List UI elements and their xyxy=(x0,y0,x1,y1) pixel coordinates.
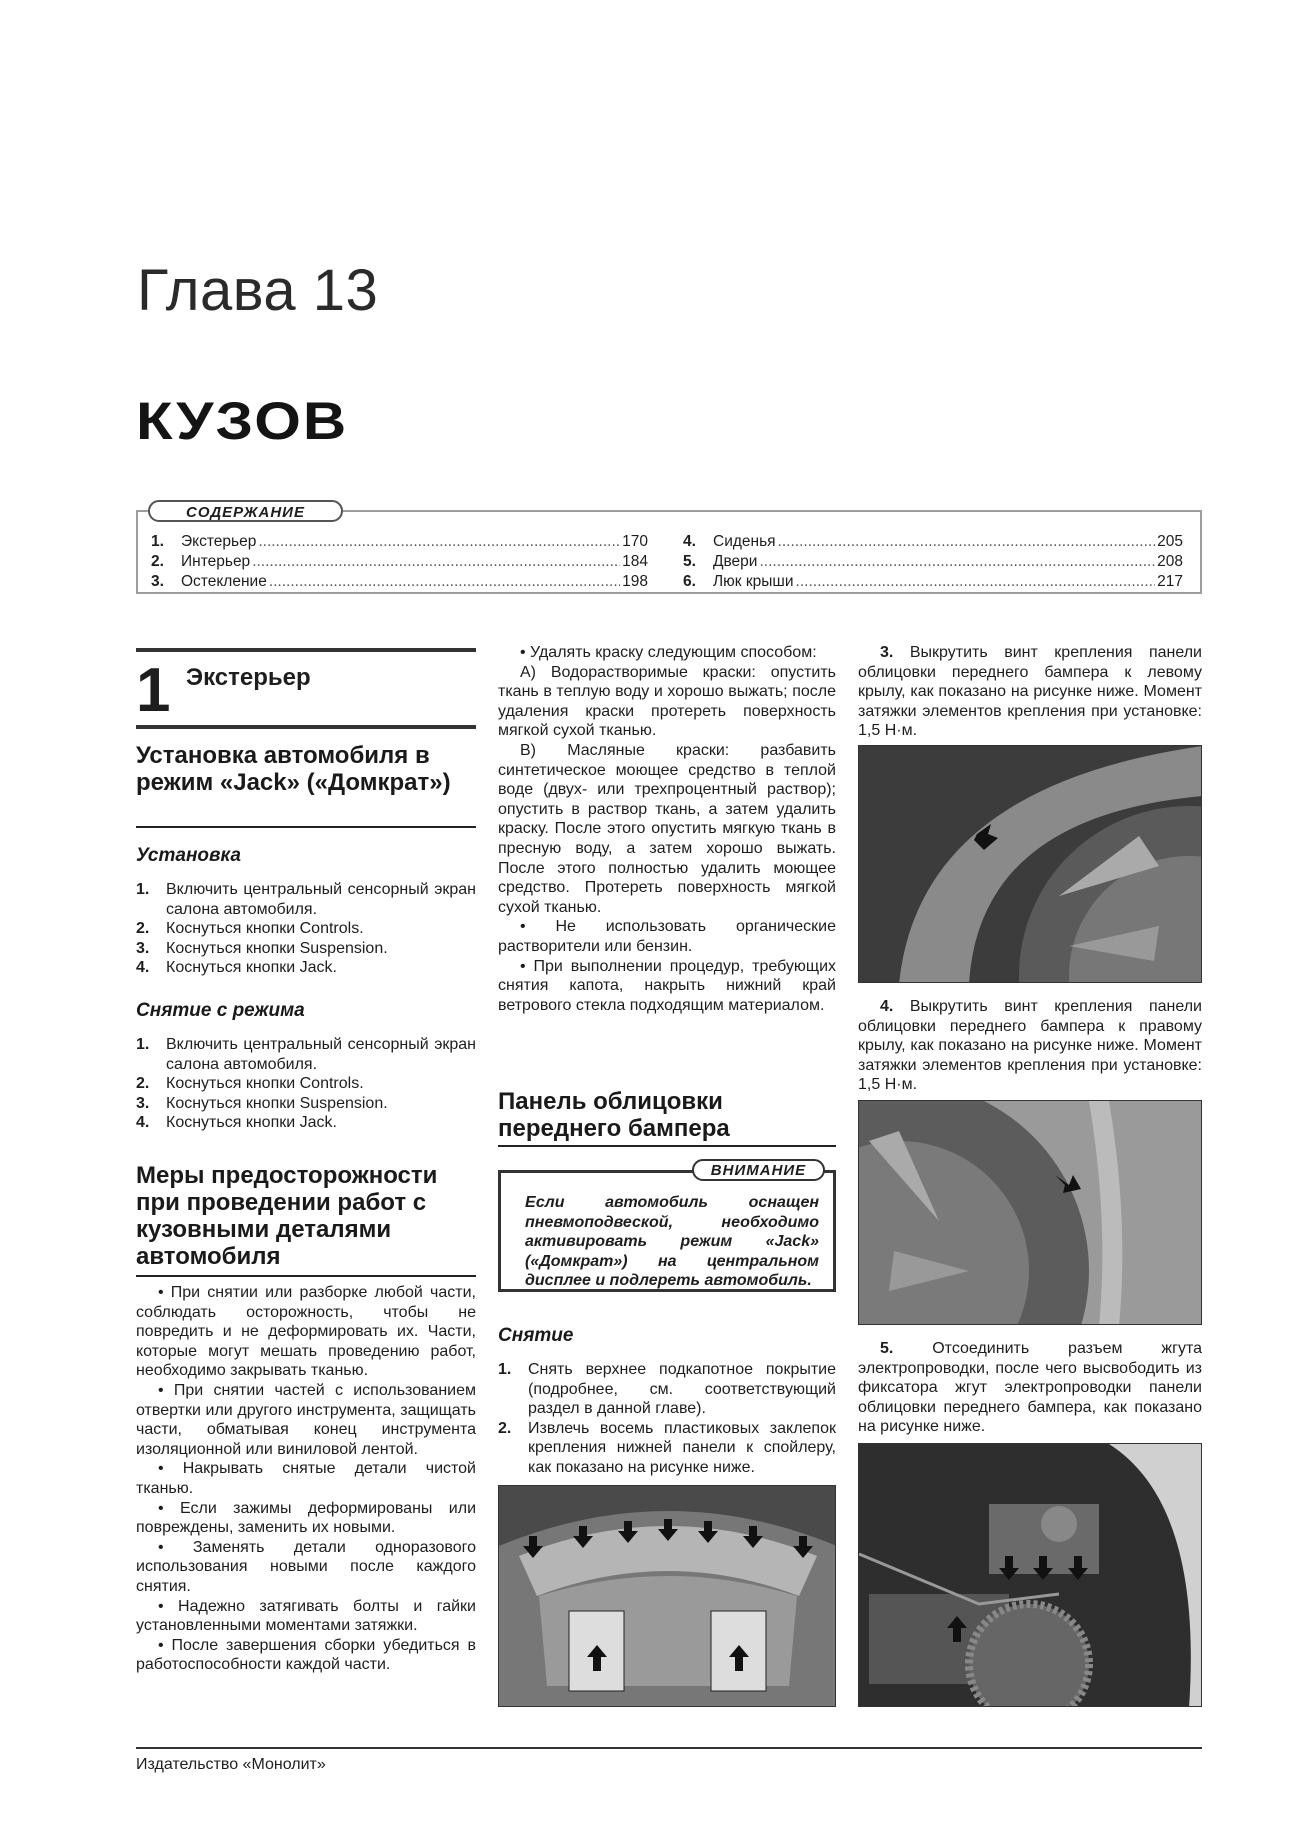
step-item xyxy=(136,1074,476,1094)
toc-entry-page: 184 xyxy=(622,553,648,570)
step-number: 5. xyxy=(880,1340,894,1357)
toc-entry[interactable] xyxy=(151,552,648,572)
step-number: 3. xyxy=(136,1094,150,1112)
toc-entry-number: 2. xyxy=(151,553,164,570)
precaution-item: • Если зажимы деформированы или повреждены, заменить их новыми. xyxy=(136,1499,476,1537)
paint-removal-text xyxy=(498,643,836,1015)
paragraph: В) Масляные краски: разбавить синтетическое моющее средство в теплой воде (двух- или трехпроцентный раствор); опустить в раствор ткань, а затем удалить краску. После этого опустить мягкую ткань в пресную воду, а затем хорошо выжать. После этого полностью удалить моющее средство. Протереть поверхность мягкой сухой тканью. xyxy=(498,741,836,916)
paragraph: А) Водорастворимые краски: опустить ткань в теплую воду и хорошо выжать; после удаления краски протереть поверхность мягкой сухой тканью. xyxy=(498,663,836,740)
precautions-list xyxy=(136,1283,476,1675)
install-steps xyxy=(136,880,476,978)
toc-leader-dots xyxy=(252,552,620,572)
toc-entry-title: Экстерьер xyxy=(181,533,257,550)
step-item xyxy=(136,939,476,959)
photo-left-fender-screw xyxy=(858,745,1202,983)
paragraph: • Не использовать органические растворители или бензин. xyxy=(498,918,836,955)
warning-text: Если автомобиль оснащен пневмоподвеской, необходимо активировать режим «Jack» («Домкрат») на центральном дисплее и подлереть автомобиль. xyxy=(525,1194,819,1290)
step-text: Выкрутить винт крепления панели облицовки переднего бампера к правому крылу, как показано на рисунке ниже. Момент затяжки элементов крепления при установке: 1,5 Н·м. xyxy=(858,998,1202,1094)
precaution-item: • Заменять детали одноразового использования новыми после каждого снятия. xyxy=(136,1538,476,1595)
step-text: Коснуться кнопки Jack. xyxy=(166,1114,337,1132)
toc-leader-dots xyxy=(778,532,1156,552)
subheading-exit-mode: Снятие с режима xyxy=(136,1000,305,1021)
step-number: 4. xyxy=(880,998,894,1015)
toc-entry-number: 6. xyxy=(683,573,696,590)
step-item xyxy=(498,1360,836,1419)
step-number: 3. xyxy=(880,644,894,661)
section-bottom-rule xyxy=(136,725,476,729)
chapter-number: Глава 13 xyxy=(137,258,379,323)
chapter-title: КУЗОВ xyxy=(136,391,349,451)
toc-leader-dots xyxy=(759,552,1155,572)
footer-rule xyxy=(136,1747,1202,1749)
heading-underline xyxy=(498,1145,836,1147)
paragraph: • Удалять краску следующим способом: xyxy=(520,644,817,661)
publisher-footer: Издательство «Монолит» xyxy=(136,1756,326,1773)
warning-box xyxy=(498,1170,836,1292)
step-text: Включить центральный сенсорный экран салона автомобиля. xyxy=(166,1036,476,1073)
step-4 xyxy=(858,997,1202,1095)
toc-right-column xyxy=(683,532,1183,592)
step-number: 1. xyxy=(136,881,150,898)
toc-entry[interactable] xyxy=(683,552,1183,572)
step-text: Извлечь восемь пластиковых заклепок крепления нижней панели к спойлеру, как показано на рисунке ниже. xyxy=(528,1419,836,1476)
precaution-item: • При снятии частей с использованием отвертки или другого инструмента, защищать части, обматывая конец инструмента изоляционной или виниловой лентой. xyxy=(136,1381,476,1458)
toc-entry-title: Двери xyxy=(713,553,758,570)
toc-entry-page: 208 xyxy=(1157,553,1183,570)
step-text: Снять верхнее подкапотное покрытие (подробнее, см. соответствующий раздел в данной главе). xyxy=(528,1361,836,1418)
toc-label: СОДЕРЖАНИЕ xyxy=(148,500,343,522)
precaution-item: • Надежно затягивать болты и гайки установленными моментами затяжки. xyxy=(136,1597,476,1635)
toc-entry-number: 1. xyxy=(151,533,164,550)
subheading-removal: Снятие xyxy=(498,1325,574,1346)
toc-entry[interactable] xyxy=(151,572,648,592)
heading-bumper-panel: Панель облицовки переднего бампера xyxy=(498,1088,730,1142)
step-number: 4. xyxy=(136,959,150,977)
right-fender-illustration xyxy=(859,1101,1202,1325)
toc-entry-number: 4. xyxy=(683,533,696,550)
step-text: Выкрутить винт крепления панели облицовки переднего бампера к левому крылу, как показано на рисунке ниже. Момент затяжки элементов крепления при установке: 1,5 Н·м. xyxy=(858,644,1202,740)
toc-entry-page: 217 xyxy=(1157,573,1183,590)
step-item xyxy=(136,958,476,978)
toc-entry-title: Интерьер xyxy=(181,553,251,570)
step-text: Отсоединить разъем жгута электропроводки, после чего высвободить из фиксатора жгут электропроводки панели облицовки переднего бампера, как показано на рисунке ниже. xyxy=(858,1340,1203,1436)
toc-entry-number: 3. xyxy=(151,573,164,590)
step-item xyxy=(136,1113,476,1133)
toc-leader-dots xyxy=(796,572,1156,592)
toc-leader-dots xyxy=(258,532,620,552)
photo-underbody-rivets xyxy=(498,1485,836,1707)
step-item xyxy=(136,1035,476,1074)
toc-entry-page: 198 xyxy=(622,573,648,590)
left-fender-illustration xyxy=(859,746,1202,983)
toc-entry[interactable] xyxy=(683,532,1183,552)
toc-entry-title: Остекление xyxy=(181,573,267,590)
step-item xyxy=(136,1094,476,1114)
step-number: 2. xyxy=(498,1419,512,1437)
section-title: Экстерьер xyxy=(186,664,311,691)
step-text: Коснуться кнопки Controls. xyxy=(166,920,364,938)
precaution-item: • При снятии или разборке любой части, соблюдать осторожность, чтобы не повредить и не деформировать их. Части, которые могут мешать проведению работ, необходимо закрывать тканью. xyxy=(136,1284,476,1380)
subheading-install: Установка xyxy=(136,845,241,866)
heading-precautions: Меры предосторожности при проведении работ с кузовными деталями автомобиля xyxy=(136,1162,438,1270)
heading-underline xyxy=(136,1275,476,1277)
step-text: Коснуться кнопки Controls. xyxy=(166,1075,364,1093)
toc-entry[interactable] xyxy=(683,572,1183,592)
removal-steps xyxy=(498,1360,836,1478)
step-number: 3. xyxy=(136,939,150,957)
toc-entry[interactable] xyxy=(151,532,648,552)
toc-left-column xyxy=(151,532,648,592)
toc-entry-title: Люк крыши xyxy=(713,573,794,590)
step-text: Включить центральный сенсорный экран салона автомобиля. xyxy=(166,881,476,918)
step-item xyxy=(136,880,476,919)
toc-entry-title: Сиденья xyxy=(713,533,776,550)
photo-right-fender-screw xyxy=(858,1100,1202,1325)
wiring-illustration xyxy=(859,1444,1202,1707)
photo-wiring-connector xyxy=(858,1443,1202,1707)
exit-steps xyxy=(136,1035,476,1133)
step-text: Коснуться кнопки Jack. xyxy=(166,959,337,977)
step-3 xyxy=(858,643,1202,741)
section-top-rule xyxy=(136,648,476,652)
step-text: Коснуться кнопки Suspension. xyxy=(166,939,388,957)
step-number: 1. xyxy=(498,1361,512,1378)
toc-entry-page: 170 xyxy=(622,533,648,550)
toc-entry-number: 5. xyxy=(683,553,696,570)
underbody-illustration xyxy=(499,1486,836,1707)
step-5 xyxy=(858,1339,1202,1437)
precaution-item: • Накрывать снятые детали чистой тканью. xyxy=(136,1460,476,1497)
heading-underline xyxy=(136,826,476,828)
step-number: 4. xyxy=(136,1114,150,1132)
precaution-item: • После завершения сборки убедиться в работоспособности каждой части. xyxy=(136,1636,476,1674)
step-number: 1. xyxy=(136,1036,150,1053)
heading-jack-mode: Установка автомобиля в режим «Jack» («Домкрат») xyxy=(136,742,451,796)
step-item xyxy=(498,1419,836,1478)
step-text: Коснуться кнопки Suspension. xyxy=(166,1094,388,1112)
toc-entry-page: 205 xyxy=(1157,533,1183,550)
step-number: 2. xyxy=(136,920,150,938)
warning-label: ВНИМАНИЕ xyxy=(692,1159,825,1181)
step-number: 2. xyxy=(136,1075,150,1093)
toc-leader-dots xyxy=(269,572,620,592)
paragraph: • При выполнении процедур, требующих снятия капота, накрыть нижний край ветрового стекла подходящим материалом. xyxy=(498,957,836,1014)
section-number: 1 xyxy=(136,656,171,725)
step-item xyxy=(136,919,476,939)
